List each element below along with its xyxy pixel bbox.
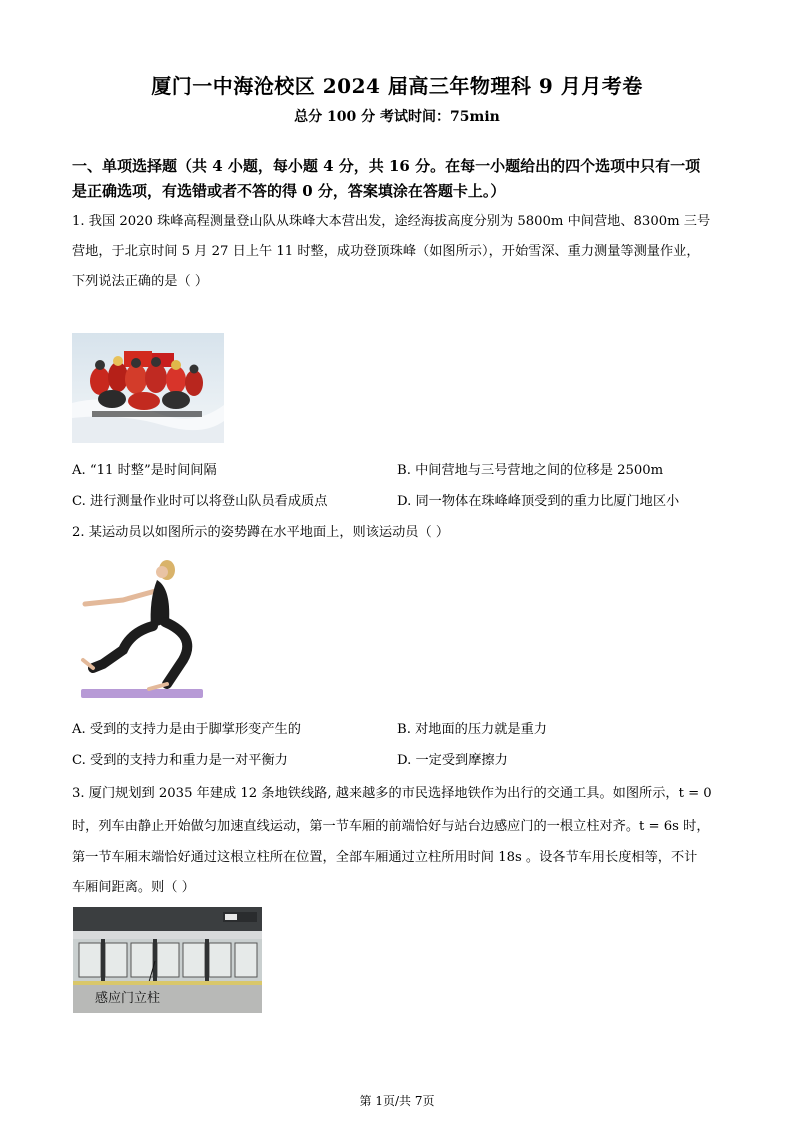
q2-stem: 2. 某运动员以如图所示的姿势蹲在水平地面上，则该运动员（ ） bbox=[72, 525, 450, 540]
q3-stem-line2: 时，列车由静止开始做匀加速直线运动，第一节车厢的前端恰好与站台边感应门的一根立柱对齐。t = 6s 时， bbox=[72, 819, 710, 834]
q1-summit-photo bbox=[72, 333, 224, 443]
q2-athlete-photo bbox=[79, 556, 205, 702]
q3-stem-line3: 第一节车厢末端恰好通过这根立柱所在位置，全部车厢通过立柱所用时间 18s 。设各节车用长度相等，不计 bbox=[72, 850, 698, 865]
q1-stem-line3: 下列说法正确的是（ ） bbox=[72, 274, 209, 289]
page-footer: 第 1页/共 7页 bbox=[359, 1094, 435, 1108]
q1-option-b[interactable]: B. 中间营地与三号营地之间的位移是 2500m bbox=[397, 463, 664, 478]
section-heading-line2: 是正确选项，有选错或者不答的得 0 分，答案填涂在答题卡上。） bbox=[72, 182, 506, 200]
q3-figure-label: 感应门立柱 bbox=[95, 991, 161, 1006]
q2-option-c[interactable]: C. 受到的支持力和重力是一对平衡力 bbox=[72, 753, 288, 768]
exam-subtitle: 总分 100 分 考试时间：75min bbox=[294, 109, 500, 125]
squatting-athlete-drawing bbox=[79, 556, 205, 702]
q3-stem-line1: 3. 厦门规划到 2035 年建成 12 条地铁线路, 越来越多的市民选择地铁作为出行的交通工具。如图所示，t = 0 bbox=[72, 786, 712, 801]
q1-stem-line1: 1. 我国 2020 珠峰高程测量登山队从珠峰大本营出发，途经海拔高度分别为 5800m 中间营地、8300m 三号 bbox=[72, 214, 711, 229]
summit-photo-drawing bbox=[72, 333, 224, 443]
q2-option-b[interactable]: B. 对地面的压力就是重力 bbox=[397, 722, 547, 737]
q3-stem-line4: 车厢间距离。则（ ） bbox=[72, 880, 195, 895]
q1-stem-line2: 营地，于北京时间 5 月 27 日上午 11 时整，成功登顶珠峰（如图所示），开始雪深、重力测量等测量作业， bbox=[72, 244, 700, 259]
q1-option-c[interactable]: C. 进行测量作业时可以将登山队员看成质点 bbox=[72, 494, 328, 509]
exam-title: 厦门一中海沧校区 2024 届高三年物理科 9 月月考卷 bbox=[151, 74, 643, 98]
q2-option-d[interactable]: D. 一定受到摩擦力 bbox=[397, 753, 508, 768]
q3-metro-photo bbox=[73, 907, 262, 1013]
section-heading-line1: 一、单项选择题（共 4 小题，每小题 4 分，共 16 分。在每一小题给出的四个选项中只有一项 bbox=[72, 157, 701, 175]
q1-option-a[interactable]: A. “11 时整”是时间间隔 bbox=[72, 463, 217, 478]
q1-option-d[interactable]: D. 同一物体在珠峰峰顶受到的重力比厦门地区小 bbox=[397, 494, 680, 509]
q2-option-a[interactable]: A. 受到的支持力是由于脚掌形变产生的 bbox=[72, 722, 301, 737]
